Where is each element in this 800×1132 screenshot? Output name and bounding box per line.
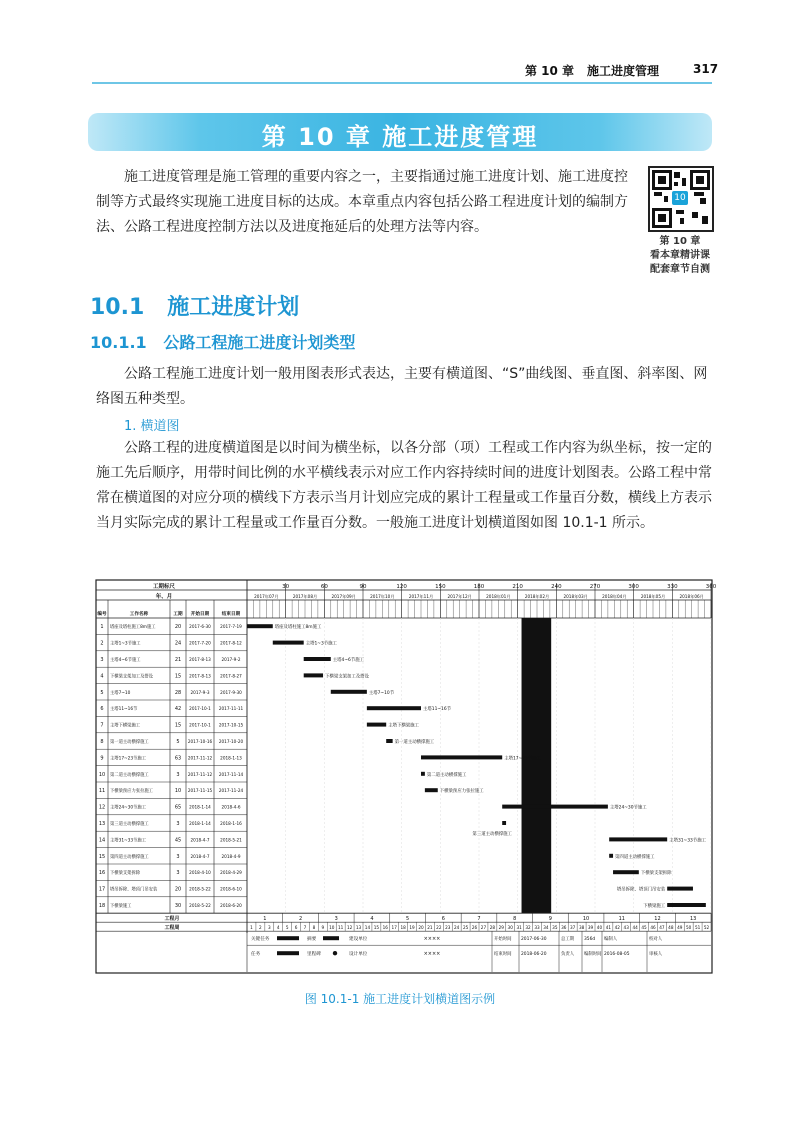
month-cell: 2018年04月 bbox=[602, 594, 627, 599]
task-name: 第二道主动横撑施工 bbox=[110, 772, 149, 778]
task-name: 下横梁支架拆除 bbox=[110, 871, 141, 877]
task-duration: 3 bbox=[176, 821, 180, 827]
footer-week-num: 4 bbox=[276, 925, 280, 931]
task-start: 2018-4-10 bbox=[189, 870, 211, 876]
info-cell: 负责人 bbox=[561, 952, 575, 958]
section-number: 10.1 bbox=[90, 295, 145, 320]
task-duration: 5 bbox=[176, 739, 180, 745]
scale-label: 120 bbox=[396, 584, 407, 590]
task-start: 2017-10-1 bbox=[189, 722, 211, 728]
task-end: 2017-11-11 bbox=[218, 706, 244, 712]
task-start: 2018-5-22 bbox=[189, 886, 211, 892]
task-duration: 24 bbox=[174, 640, 182, 647]
task-name: 主塔7~10 bbox=[110, 690, 131, 696]
task-bar bbox=[667, 903, 706, 907]
footer-week-num: 3 bbox=[267, 925, 271, 931]
footer-week-num: 7 bbox=[303, 925, 307, 931]
month-cell: 2017年11月 bbox=[408, 594, 434, 599]
task-name: 第三道主动横撑施工 bbox=[110, 822, 149, 827]
task-no: 11 bbox=[98, 788, 106, 795]
task-bar bbox=[609, 837, 667, 841]
footer-week-num: 48 bbox=[668, 925, 674, 931]
header-chapter: 第 10 章 bbox=[525, 64, 575, 78]
task-bar bbox=[667, 887, 693, 891]
footer-month-num: 13 bbox=[689, 916, 697, 923]
task-bar bbox=[367, 723, 386, 727]
scale-label: 300 bbox=[628, 584, 639, 590]
task-bar bbox=[609, 854, 613, 858]
task-end: 2017-9-2 bbox=[221, 657, 241, 662]
month-cell: 2018年05月 bbox=[640, 594, 666, 599]
task-start: 2018-4-7 bbox=[190, 853, 210, 859]
task-name: 塔座及塔柱施工8m施工 bbox=[110, 625, 156, 631]
task-end: 2018-5-21 bbox=[220, 837, 242, 843]
scale-label: 30 bbox=[282, 584, 290, 590]
task-bar-label: 主塔17~23节施工 bbox=[504, 756, 542, 762]
task-no: 4 bbox=[100, 673, 104, 680]
footer-week-num: 9 bbox=[321, 925, 325, 931]
task-no: 17 bbox=[98, 886, 106, 893]
task-duration: 45 bbox=[174, 837, 182, 844]
ruler-label: 工期标尺 bbox=[152, 584, 176, 590]
task-bar bbox=[421, 772, 425, 776]
task-name: 第四道主动横撑施工 bbox=[110, 854, 149, 860]
info-cell: 356d bbox=[584, 937, 596, 943]
legend-summary: 摘要 bbox=[307, 937, 317, 943]
task-no: 15 bbox=[98, 853, 106, 860]
footer-week-num: 13 bbox=[355, 925, 362, 931]
col-header-duration: 工期 bbox=[173, 612, 183, 617]
task-end: 2018-6-20 bbox=[220, 903, 242, 908]
task-bar bbox=[613, 870, 639, 874]
task-start: 2017-10-1 bbox=[189, 706, 211, 712]
task-bar bbox=[386, 739, 392, 743]
footer-week-num: 6 bbox=[294, 925, 298, 931]
task-no: 10 bbox=[98, 771, 106, 778]
task-end: 2018-1-16 bbox=[220, 821, 242, 826]
task-duration: 21 bbox=[174, 657, 182, 663]
footer-week-num: 38 bbox=[578, 925, 585, 931]
scale-label: 330 bbox=[667, 584, 678, 590]
footer-week-num: 36 bbox=[561, 925, 567, 931]
footer-month-num: 1 bbox=[263, 916, 267, 923]
info-cell: 校对人 bbox=[649, 937, 663, 943]
task-bar bbox=[331, 690, 367, 694]
task-start: 2017-7-20 bbox=[189, 640, 211, 646]
task-bar bbox=[502, 821, 506, 825]
paragraph-gantt: 公路工程的进度横道图是以时间为横坐标，以各分部（项）工程或工作内容为纵坐标，按一定的施工先后顺序，用带时间比例的水平横线表示对应工作内容持续时间的进度计划图表。公路工程中常常在横道图的对应分项的横线下方表示当月计划应完成的累计工程量或工作量百分数，横线上方表示当月实际完成的累计工程量或工作量百分数。一般施工进度计划横道图如图 10.1-1 所示。 bbox=[96, 440, 712, 531]
footer-month-label: 工程月 bbox=[164, 916, 180, 923]
task-bar-label: 下横梁支架加工及搭设 bbox=[325, 674, 369, 680]
task-duration: 28 bbox=[174, 689, 182, 696]
legend-summary-swatch bbox=[323, 936, 339, 940]
task-no: 7 bbox=[100, 722, 104, 729]
info-cell: 编制时间 bbox=[584, 952, 602, 958]
task-duration: 15 bbox=[174, 722, 182, 729]
footer-week-num: 51 bbox=[694, 925, 701, 931]
task-bar-label: 主塔11~16节 bbox=[423, 707, 452, 713]
footer-week-num: 49 bbox=[677, 925, 683, 931]
footer-month-num: 8 bbox=[513, 916, 517, 923]
footer-month-num: 9 bbox=[548, 916, 552, 923]
paragraph-types: 公路工程施工进度计划一般用图表形式表达，主要有横道图、“S”曲线图、垂直图、斜率图、网络图五种类型。 bbox=[96, 366, 708, 407]
task-start: 2017-11-15 bbox=[187, 788, 213, 794]
section-heading bbox=[90, 290, 299, 321]
task-end: 2018-1-13 bbox=[220, 755, 242, 761]
qr-finder bbox=[652, 208, 672, 228]
month-cell: 2017年08月 bbox=[292, 594, 318, 599]
qr-caption-line: 第 10 章 bbox=[659, 236, 701, 247]
footer-week-label: 工程周 bbox=[164, 925, 180, 932]
figure-caption: 图 10.1-1 施工进度计划横道图示例 bbox=[304, 992, 496, 1006]
task-name: 主塔11~16节 bbox=[110, 707, 138, 713]
month-cell: 2018年02月 bbox=[524, 594, 550, 599]
task-bar bbox=[425, 788, 438, 792]
footer-week-num: 17 bbox=[391, 925, 397, 931]
task-duration: 20 bbox=[174, 624, 182, 631]
section-title: 施工进度计划 bbox=[167, 295, 300, 320]
task-bar bbox=[304, 657, 331, 661]
legend-milestone-marker bbox=[333, 951, 337, 955]
task-name: 主塔17~23节施工 bbox=[110, 756, 147, 762]
scale-label: 240 bbox=[551, 584, 562, 590]
chapter-banner bbox=[88, 113, 712, 151]
task-no: 3 bbox=[100, 657, 104, 663]
footer-week-num: 37 bbox=[570, 925, 576, 931]
legend-builder-value: ×××× bbox=[423, 936, 441, 943]
task-name: 主塔31~33节施工 bbox=[110, 838, 147, 844]
footer-month-num: 2 bbox=[298, 916, 303, 923]
task-no: 1 bbox=[100, 624, 104, 631]
legend-task-swatch bbox=[277, 951, 299, 955]
footer-week-num: 50 bbox=[686, 925, 692, 931]
footer-week-num: 31 bbox=[516, 925, 522, 931]
page-number: 317 bbox=[693, 62, 719, 76]
footer-month-num: 3 bbox=[334, 916, 338, 923]
task-duration: 3 bbox=[176, 870, 180, 877]
task-no: 2 bbox=[100, 640, 104, 647]
footer-week-num: 16 bbox=[382, 925, 388, 931]
task-end: 2017-11-14 bbox=[218, 771, 244, 777]
footer-week-num: 15 bbox=[373, 925, 380, 931]
task-end: 2017-9-30 bbox=[220, 689, 242, 695]
footer-week-num: 10 bbox=[329, 925, 335, 931]
col-header-no: 编号 bbox=[97, 612, 107, 617]
chapter-intro: 施工进度管理是施工管理的重要内容之一，主要指通过施工进度计划、施工进度控制等方式最终实现施工进度目标的达成。本章重点内容包括公路工程进度计划的编制方法、公路工程进度控制方法以及进度拖延后的处理方法等内容。 bbox=[96, 169, 628, 235]
subsection-title: 公路工程施工进度计划类型 bbox=[163, 333, 356, 352]
chapter-title: 第 10 章 施工进度管理 bbox=[261, 123, 539, 151]
footer-week-num: 41 bbox=[605, 925, 612, 931]
legend-task: 任务 bbox=[251, 952, 261, 958]
footer-week-num: 25 bbox=[462, 925, 469, 931]
footer-week-num: 45 bbox=[641, 925, 647, 931]
task-bar bbox=[247, 624, 273, 628]
footer-week-num: 23 bbox=[445, 925, 451, 931]
shutdown-period-block bbox=[522, 618, 552, 913]
task-bar bbox=[367, 706, 421, 710]
task-bar-label: 下横梁支架拆除 bbox=[640, 871, 672, 877]
month-label: 年、月 bbox=[155, 594, 173, 600]
qr-caption bbox=[640, 235, 720, 277]
item-heading: 1. 横道图 bbox=[124, 419, 180, 434]
footer-week-num: 2 bbox=[259, 925, 262, 931]
task-end: 2017-7-19 bbox=[220, 624, 242, 630]
footer-week-num: 39 bbox=[587, 925, 594, 931]
footer-week-num: 18 bbox=[400, 925, 406, 931]
legend-designer: 设计单位 bbox=[349, 952, 368, 958]
task-duration: 30 bbox=[174, 903, 182, 909]
col-header-start: 开始日期 bbox=[190, 612, 210, 617]
footer-week-num: 20 bbox=[418, 925, 424, 931]
task-duration: 3 bbox=[176, 771, 180, 778]
qr-finder bbox=[690, 170, 710, 190]
footer-week-num: 29 bbox=[498, 925, 504, 931]
task-no: 8 bbox=[100, 739, 104, 745]
header-title: 施工进度管理 bbox=[587, 64, 660, 78]
task-name: 塔吊拆除、塔顶门吊安装 bbox=[110, 887, 158, 893]
footer-month-num: 7 bbox=[477, 916, 481, 923]
task-bar-label: 塔吊拆除、塔顶门吊安装 bbox=[616, 887, 666, 893]
qr-caption-line: 配套章节自测 bbox=[650, 264, 710, 275]
task-start: 2017-11-12 bbox=[187, 755, 213, 761]
task-name: 主塔24~30节施工 bbox=[110, 805, 147, 811]
task-no: 5 bbox=[100, 689, 104, 696]
footer-month-num: 10 bbox=[582, 916, 590, 923]
task-duration: 3 bbox=[176, 853, 180, 860]
qr-code[interactable] bbox=[648, 166, 714, 232]
task-start: 2017-11-12 bbox=[187, 771, 213, 777]
scale-label: 90 bbox=[359, 584, 367, 590]
task-bar-label: 第二道主动横撑施工 bbox=[426, 772, 467, 778]
info-cell: 审核人 bbox=[649, 952, 663, 958]
task-bar-label: 下横梁施工 bbox=[643, 904, 666, 909]
scale-label: 210 bbox=[512, 584, 523, 590]
task-name: 主塔下横梁施工 bbox=[110, 723, 141, 729]
footer-week-num: 8 bbox=[312, 925, 316, 931]
task-bar-label: 第一道主动横撑施工 bbox=[394, 740, 435, 745]
footer-week-num: 47 bbox=[659, 925, 665, 931]
gantt-chart bbox=[94, 578, 717, 975]
task-start: 2018-4-7 bbox=[190, 837, 210, 843]
subsection-number: 10.1.1 bbox=[90, 333, 147, 352]
qr-finder bbox=[652, 170, 672, 190]
footer-week-num: 35 bbox=[552, 925, 558, 931]
task-name: 主塔4~6节施工 bbox=[110, 658, 141, 663]
scale-label: 270 bbox=[589, 584, 601, 590]
col-header-end: 结束日期 bbox=[221, 612, 241, 617]
footer-week-num: 30 bbox=[507, 925, 513, 931]
task-no: 6 bbox=[100, 706, 104, 713]
task-name: 下横梁支架加工及搭设 bbox=[110, 674, 153, 680]
task-bar-label: 第四道主动横撑施工 bbox=[615, 854, 655, 860]
task-start: 2017-10-16 bbox=[187, 739, 213, 744]
info-cell: 开始时间 bbox=[494, 937, 512, 943]
task-bar-label: 主塔下横梁施工 bbox=[388, 723, 419, 729]
task-bar bbox=[502, 805, 608, 809]
task-bar bbox=[421, 755, 502, 759]
footer-week-num: 27 bbox=[480, 925, 487, 931]
info-cell: 结束时间 bbox=[494, 952, 512, 958]
footer-week-num: 32 bbox=[525, 925, 531, 931]
task-start: 2017-6-30 bbox=[189, 624, 211, 630]
subsection-heading bbox=[90, 330, 355, 353]
task-no: 9 bbox=[100, 755, 104, 762]
qr-badge: 10 bbox=[672, 191, 688, 205]
task-no: 16 bbox=[98, 870, 106, 877]
footer-month-num: 6 bbox=[441, 916, 445, 923]
scale-label: 60 bbox=[320, 584, 328, 590]
info-cell: 2017-06-30 bbox=[521, 937, 547, 943]
legend-key-task: 关键任务 bbox=[251, 937, 270, 943]
footer-week-num: 21 bbox=[427, 925, 433, 931]
month-cell: 2017年09月 bbox=[331, 594, 356, 599]
info-cell: 2018-06-20 bbox=[521, 952, 547, 958]
task-duration: 65 bbox=[174, 804, 182, 811]
task-no: 12 bbox=[98, 804, 106, 811]
footer-week-num: 40 bbox=[596, 925, 603, 931]
month-cell: 2017年12月 bbox=[447, 594, 472, 599]
qr-caption-line: 看本章精讲课 bbox=[650, 250, 710, 261]
footer-week-num: 33 bbox=[534, 925, 540, 931]
footer-week-num: 19 bbox=[409, 925, 415, 931]
scale-label: 150 bbox=[435, 584, 446, 590]
footer-week-num: 42 bbox=[614, 925, 620, 931]
footer-month-num: 4 bbox=[370, 916, 374, 923]
task-start: 2017-8-13 bbox=[189, 673, 211, 679]
task-bar-label: 主塔1~3节施工 bbox=[305, 641, 337, 647]
task-end: 2018-6-10 bbox=[220, 886, 242, 892]
footer-week-num: 5 bbox=[285, 925, 289, 931]
task-bar-label: 主塔7~10节 bbox=[368, 690, 395, 696]
task-name: 下横梁预应力张拉施工 bbox=[110, 789, 153, 795]
task-end: 2017-8-27 bbox=[220, 673, 242, 679]
month-cell: 2018年03月 bbox=[563, 594, 588, 599]
task-duration: 63 bbox=[174, 755, 182, 762]
month-cell: 2017年10月 bbox=[370, 594, 395, 599]
footer-week-num: 28 bbox=[489, 925, 496, 931]
task-name: 主塔1~3节施工 bbox=[110, 641, 141, 647]
gantt-figure bbox=[94, 578, 717, 975]
footer-week-num: 11 bbox=[338, 925, 344, 931]
header-rule bbox=[92, 82, 712, 84]
task-no: 14 bbox=[98, 837, 106, 844]
footer-week-num: 14 bbox=[364, 925, 371, 931]
legend-milestone: 里程碑 bbox=[307, 952, 321, 958]
scale-label: 180 bbox=[473, 584, 485, 590]
task-duration: 15 bbox=[174, 673, 182, 680]
footer-week-num: 22 bbox=[436, 925, 442, 931]
task-name: 第一道主动横撑施工 bbox=[110, 740, 149, 745]
info-cell: 编制人 bbox=[604, 937, 618, 943]
legend-designer-value: ×××× bbox=[423, 951, 441, 958]
month-cell: 2018年01月 bbox=[486, 594, 511, 599]
task-end: 2017-10-15 bbox=[218, 722, 244, 728]
task-bar-label: 主塔24~30节施工 bbox=[609, 805, 647, 811]
footer-week-num: 24 bbox=[454, 925, 460, 931]
task-duration: 20 bbox=[174, 886, 182, 893]
footer-week-num: 43 bbox=[623, 925, 629, 931]
legend-builder: 建设单位 bbox=[349, 937, 368, 943]
footer-month-num: 11 bbox=[618, 916, 625, 923]
scale-label: 360 bbox=[705, 584, 717, 590]
month-cell: 2018年06月 bbox=[679, 594, 704, 599]
task-start: 2018-1-14 bbox=[189, 821, 211, 826]
footer-week-num: 46 bbox=[650, 925, 656, 931]
footer-week-num: 12 bbox=[346, 925, 353, 931]
task-end: 2018-4-6 bbox=[221, 804, 241, 810]
task-bar bbox=[304, 673, 323, 677]
task-start: 2018-5-22 bbox=[189, 903, 211, 908]
task-duration: 42 bbox=[174, 706, 182, 713]
task-bar-label: 塔座及塔柱施工8m施工 bbox=[274, 625, 322, 631]
info-cell: 2016-08-05 bbox=[604, 952, 630, 958]
task-bar-label: 主塔31~33节施工 bbox=[669, 838, 706, 844]
footer-month-num: 12 bbox=[654, 916, 661, 923]
task-bar-label: 主塔4~6节施工 bbox=[332, 658, 365, 663]
task-end: 2018-4-29 bbox=[220, 870, 242, 876]
task-bar bbox=[273, 641, 304, 645]
footer-week-num: 26 bbox=[471, 925, 478, 931]
task-bar-label: 第三道主动横撑施工 bbox=[472, 832, 512, 837]
footer-month-num: 5 bbox=[406, 916, 410, 923]
footer-week-num: 34 bbox=[543, 925, 549, 931]
task-no: 18 bbox=[98, 903, 106, 909]
legend-key-task-swatch bbox=[277, 936, 299, 940]
task-name: 下横梁施工 bbox=[110, 904, 132, 909]
task-end: 2017-8-12 bbox=[220, 640, 242, 646]
task-no: 13 bbox=[98, 821, 106, 827]
task-start: 2017-9-3 bbox=[190, 689, 210, 695]
month-cell: 2017年07月 bbox=[254, 594, 279, 599]
task-end: 2018-4-9 bbox=[221, 853, 241, 859]
col-header-name: 工作名称 bbox=[129, 612, 149, 617]
info-cell: 总工期 bbox=[561, 937, 575, 943]
running-header bbox=[505, 60, 719, 80]
footer-week-num: 52 bbox=[703, 925, 710, 931]
task-bar-label: 下横梁预应力张拉施工 bbox=[439, 789, 484, 795]
task-end: 2017-11-24 bbox=[218, 788, 244, 794]
task-start: 2017-8-13 bbox=[189, 657, 211, 662]
task-end: 2017-10-20 bbox=[218, 739, 244, 744]
task-duration: 10 bbox=[174, 788, 182, 795]
task-start: 2018-1-14 bbox=[189, 804, 211, 810]
footer-week-num: 1 bbox=[250, 925, 253, 931]
footer-week-num: 44 bbox=[632, 925, 638, 931]
